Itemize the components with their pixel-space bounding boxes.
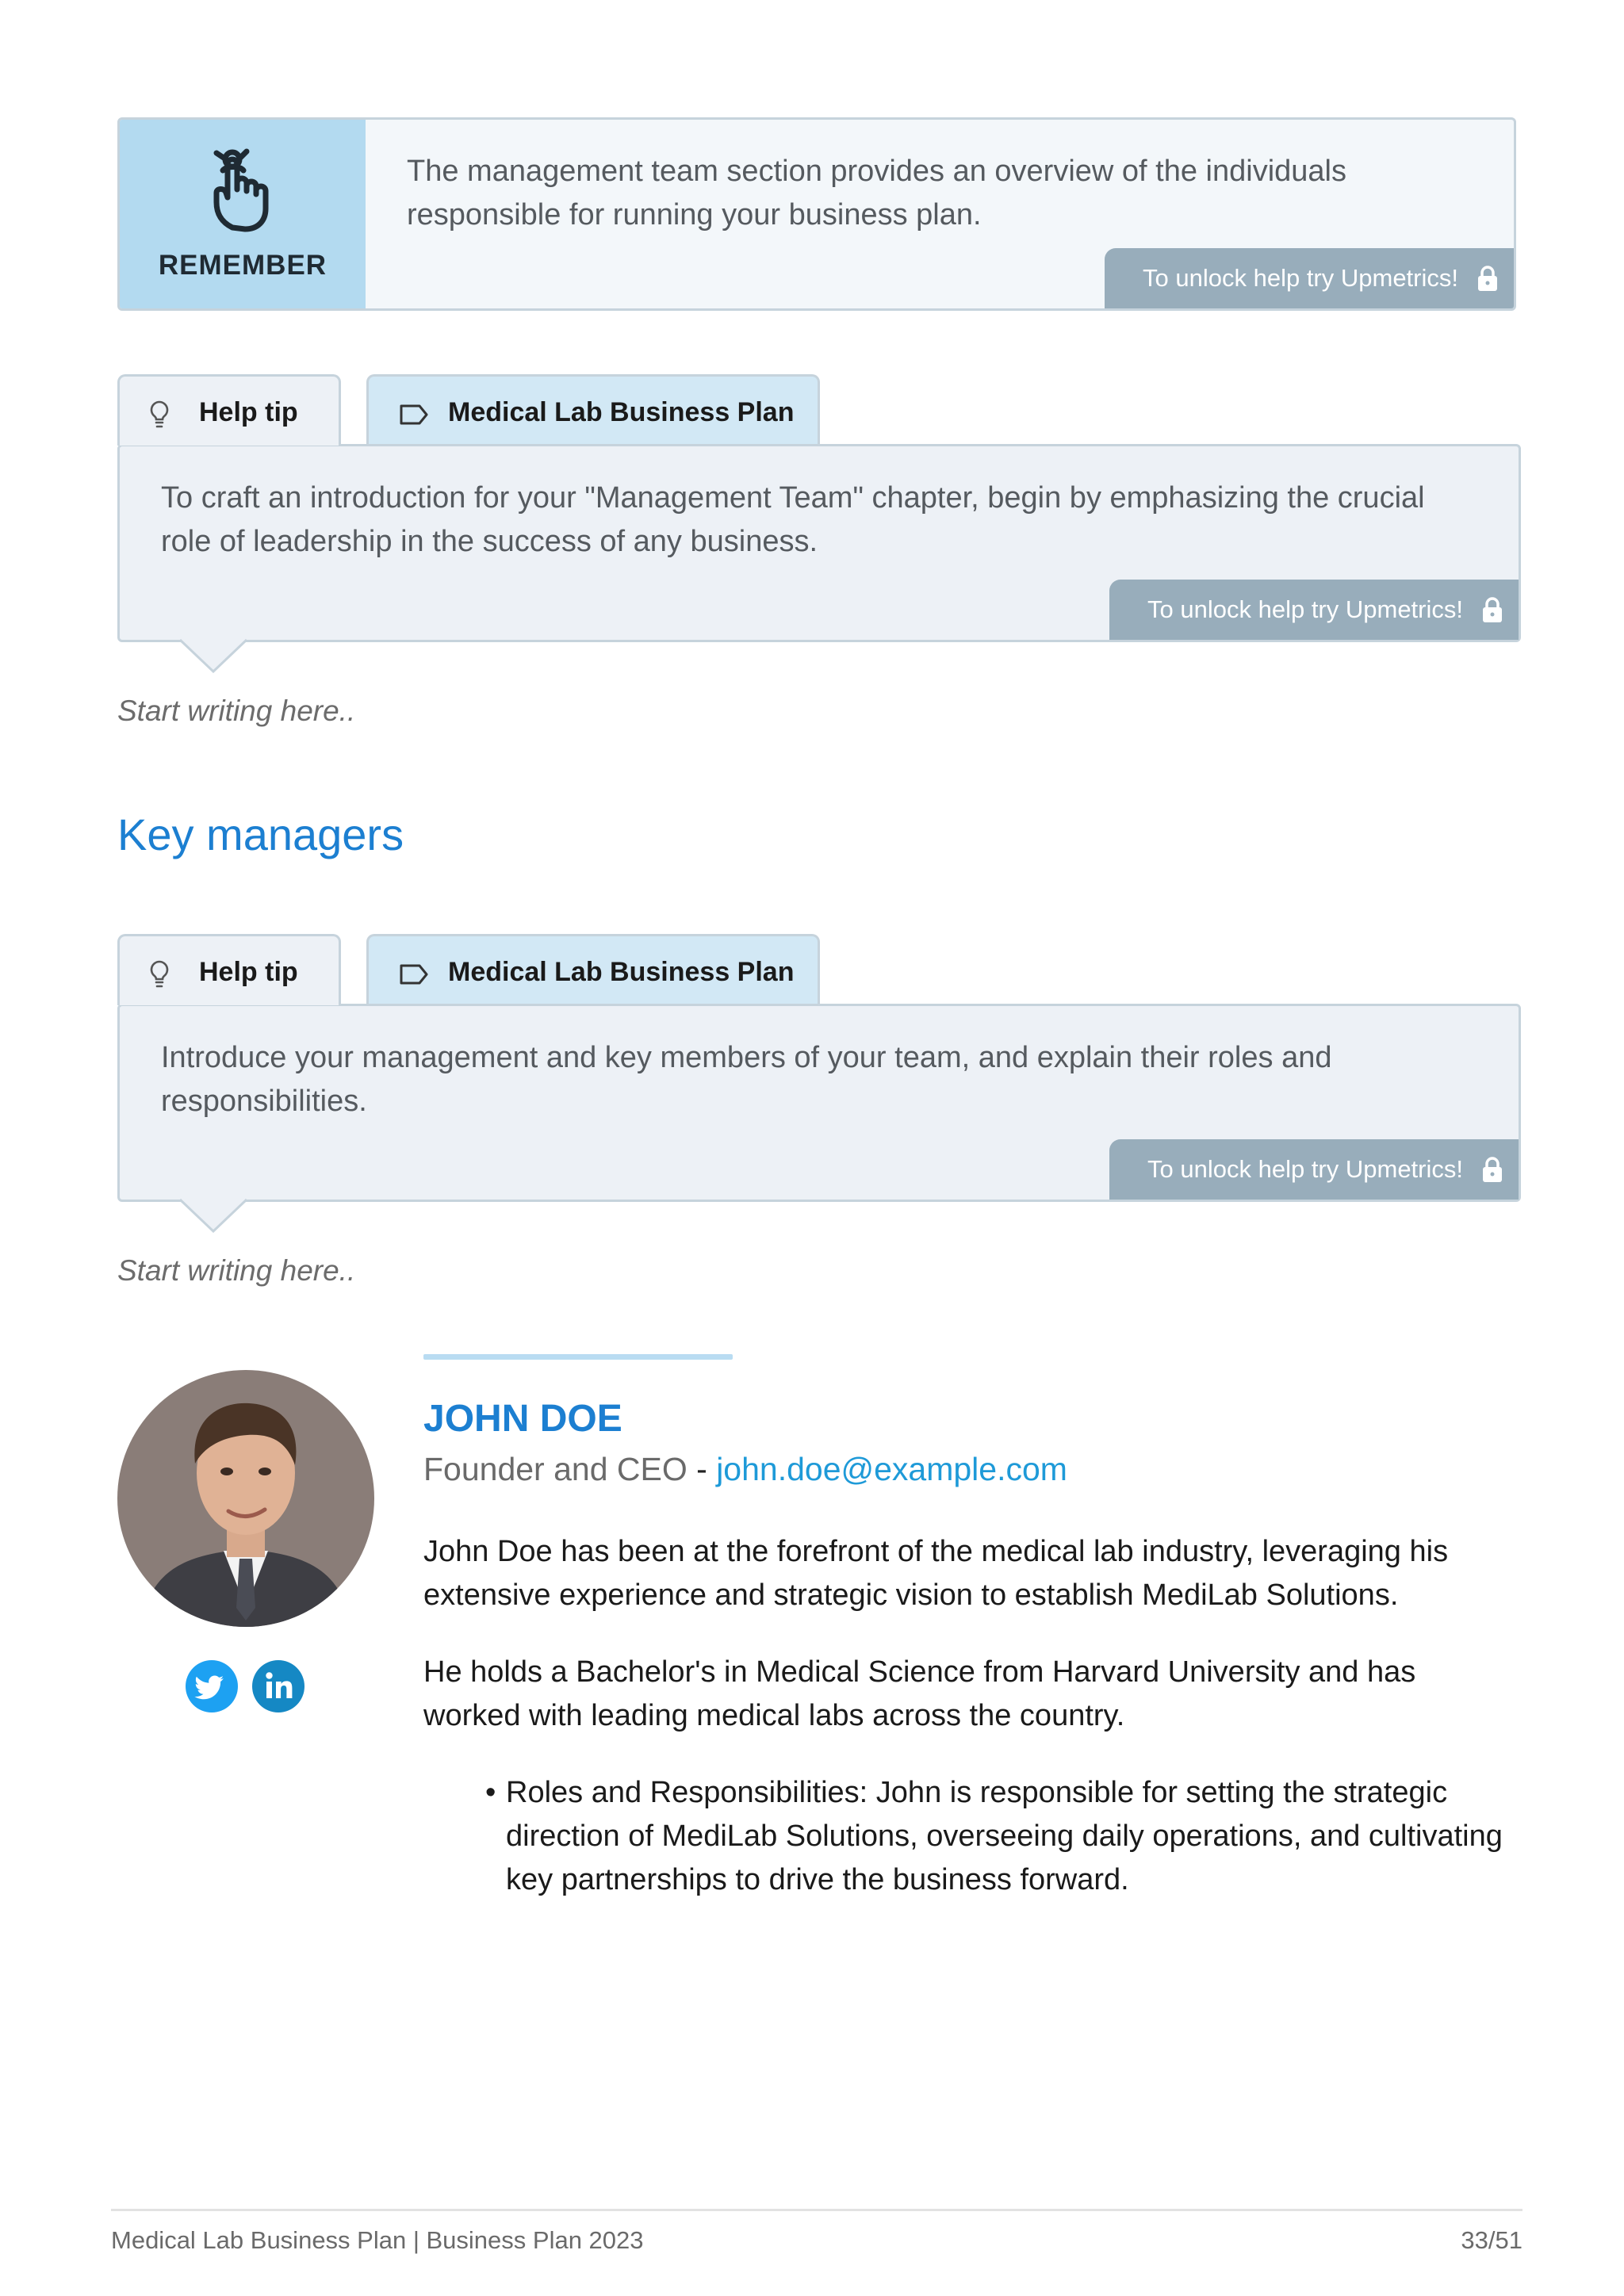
manager-bio-paragraph: John Doe has been at the forefront of the medical lab industry, leveraging his extensive experience and strategic vision to establish MediLab Solutions. xyxy=(423,1535,1449,1612)
section-heading: Key managers xyxy=(117,809,404,859)
list-item xyxy=(485,1771,1516,1902)
speech-pointer xyxy=(180,1198,247,1233)
tab-plan-name[interactable] xyxy=(366,934,820,1005)
tab-plan-name[interactable] xyxy=(366,374,820,446)
lock-icon xyxy=(1482,1157,1503,1182)
lock-icon xyxy=(1482,597,1503,622)
tab-plan-label: Medical Lab Business Plan xyxy=(448,957,795,987)
finger-tied-string-icon xyxy=(209,148,280,237)
start-writing-placeholder[interactable]: Start writing here.. xyxy=(117,1254,356,1287)
twitter-bird-icon xyxy=(186,1660,238,1712)
role-separator: - xyxy=(687,1451,717,1487)
bullet-dot: • xyxy=(485,1776,496,1809)
unlock-upmetrics-button[interactable] xyxy=(1109,1139,1519,1200)
unlock-label: To unlock help try Upmetrics! xyxy=(1147,595,1463,623)
unlock-upmetrics-button[interactable] xyxy=(1105,248,1514,308)
tab-help-tip[interactable] xyxy=(117,934,341,1005)
help-tip-text: To craft an introduction for your "Management Team" chapter, begin by emphasizing the crucial role of leadership in the success of any business. xyxy=(161,481,1425,558)
footer-divider xyxy=(111,2209,1522,2211)
unlock-label: To unlock help try Upmetrics! xyxy=(1143,264,1458,292)
remember-side-panel xyxy=(120,120,366,308)
list-item-text: Roles and Responsibilities: John is responsible for setting the strategic direction of MediLab Solutions, overseeing daily operations, and cultivating key partnerships to drive the business forward. xyxy=(506,1776,1503,1896)
remember-text: The management team section provides an overview of the individuals responsible for running your business plan. xyxy=(407,155,1346,232)
manager-name: JOHN DOE xyxy=(423,1398,622,1440)
footer-document-title: Medical Lab Business Plan | Business Plan 2023 xyxy=(111,2226,644,2254)
lightbulb-icon xyxy=(150,960,169,989)
avatar-photo xyxy=(117,1370,374,1627)
help-tip-panel xyxy=(117,444,1521,642)
footer-page-number: 33/51 xyxy=(1461,2226,1522,2254)
help-tip-panel xyxy=(117,1004,1521,1202)
tag-icon xyxy=(399,963,429,985)
twitter-icon[interactable] xyxy=(186,1660,238,1712)
tag-icon xyxy=(399,404,429,426)
start-writing-placeholder[interactable]: Start writing here.. xyxy=(117,695,356,727)
help-tip-text: Introduce your management and key members of your team, and explain their roles and responsibilities. xyxy=(161,1041,1332,1118)
manager-title: Founder and CEO xyxy=(423,1451,688,1487)
tab-help-tip-label: Help tip xyxy=(199,957,298,987)
manager-email-link[interactable]: john.doe@example.com xyxy=(716,1451,1067,1487)
lock-icon xyxy=(1477,266,1498,291)
lightbulb-icon xyxy=(150,400,169,429)
linkedin-in-icon xyxy=(252,1660,304,1712)
profile-divider xyxy=(423,1354,733,1360)
remember-label: REMEMBER xyxy=(158,250,327,281)
manager-bio-paragraph: He holds a Bachelor's in Medical Science from Harvard University and has worked with leading medical labs across the country. xyxy=(423,1655,1416,1732)
unlock-upmetrics-button[interactable] xyxy=(1109,580,1519,640)
speech-pointer xyxy=(180,638,247,673)
unlock-label: To unlock help try Upmetrics! xyxy=(1147,1155,1463,1183)
tab-help-tip[interactable] xyxy=(117,374,341,446)
avatar xyxy=(117,1370,374,1627)
manager-role-line xyxy=(423,1451,1067,1488)
tab-plan-label: Medical Lab Business Plan xyxy=(448,397,795,427)
remember-box xyxy=(117,117,1516,311)
linkedin-icon[interactable] xyxy=(252,1660,304,1712)
tab-help-tip-label: Help tip xyxy=(199,397,298,427)
